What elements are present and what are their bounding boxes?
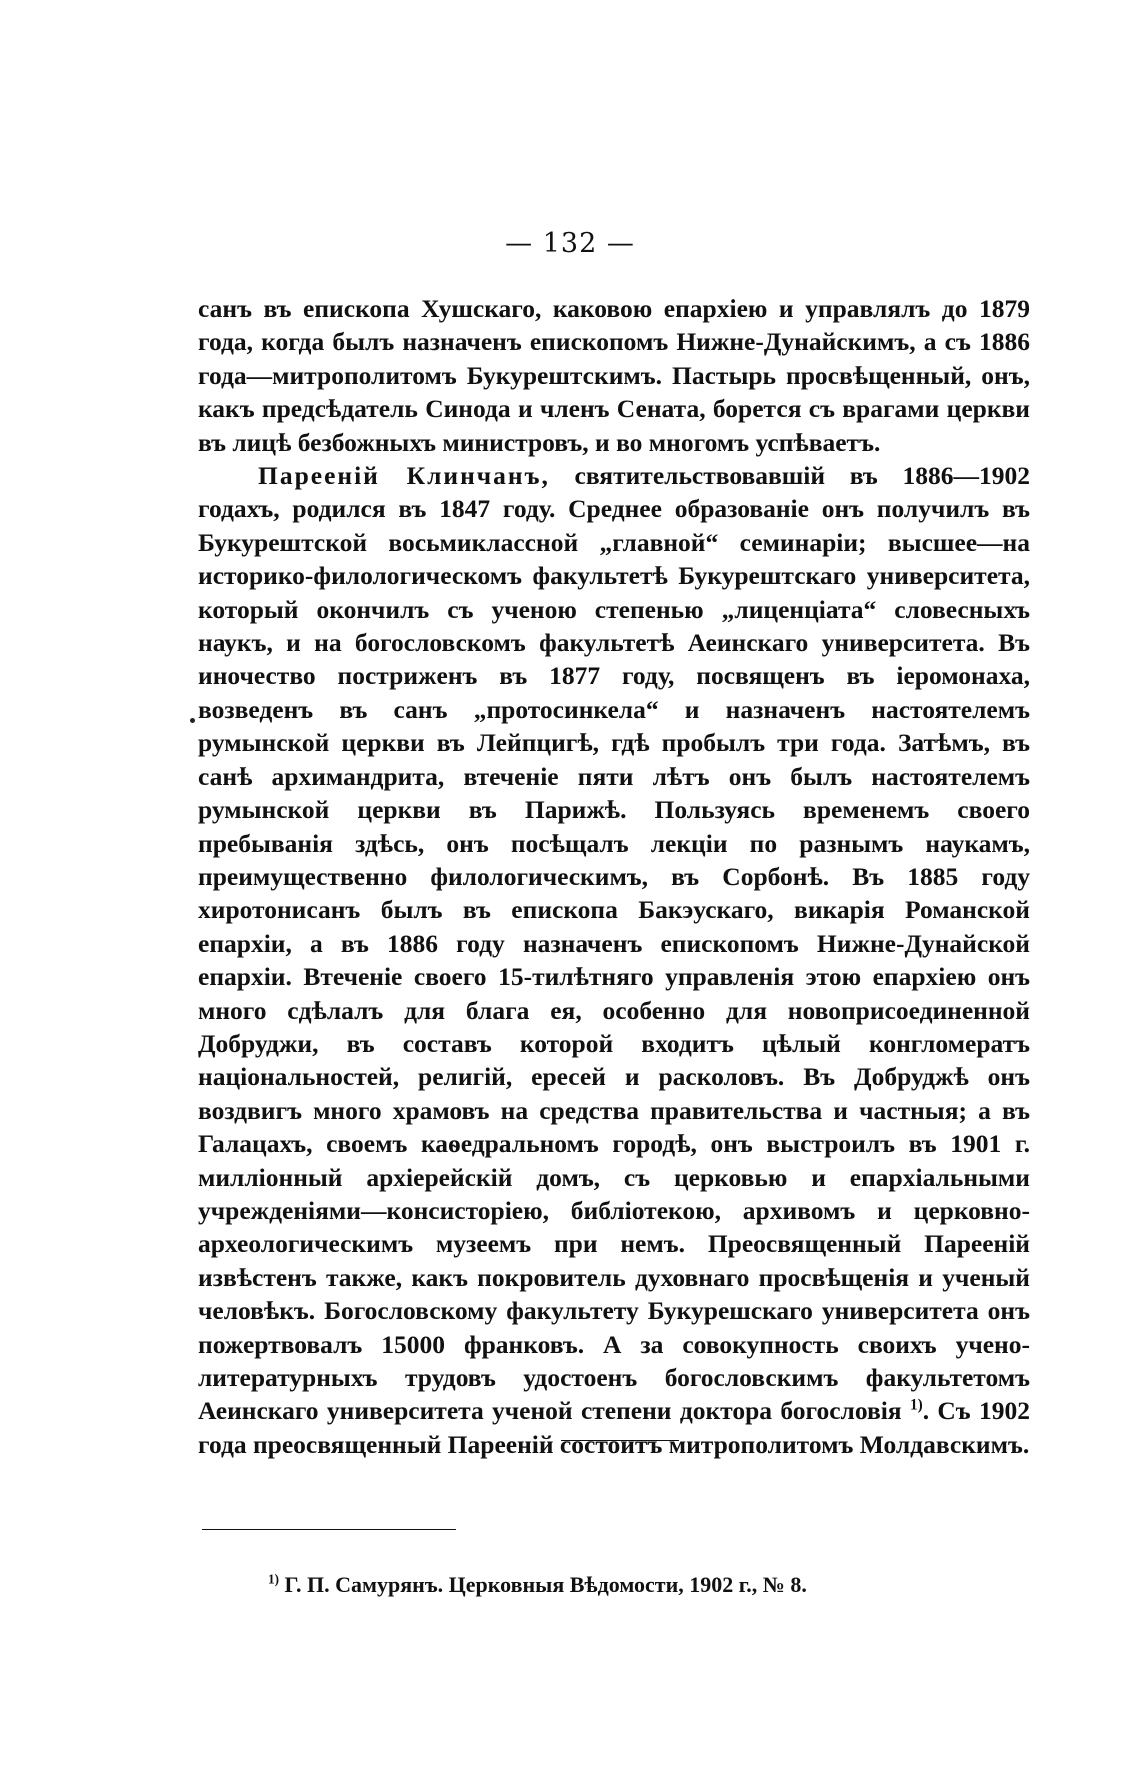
paragraph-1: санъ въ епископа Хушскаго, каковою епархіею и управлялъ до 1879 года, когда былъ назначенъ епископомъ Нижне-Дунайскимъ, а съ 1886 года—митрополитомъ Букурештскимъ. Пастырь просвѣщенный, онъ, какъ предсѣдатель Синода и членъ Сената, борется съ врагами церкви въ лицѣ безбожныхъ министровъ, и во многомъ успѣваетъ.: [198, 294, 1030, 457]
main-text: [198, 292, 1030, 1461]
section-end-rule: [561, 1440, 679, 1441]
paragraph-2-body: святительствовавшiй въ 1886—1902 годахъ, родился въ 1847 году. Среднее образованiе онъ получилъ въ Букурештской восьмиклассной „главной“ семинарiи; высшее—на историко-филологическомъ факультетѣ Букурештскаго университета, который окончилъ съ ученою степенью „лиценцiата“ словесныхъ наукъ, и на богословскомъ факультетѣ Аеинскаго университета. Въ иночество пострижeнъ въ 1877 году, посвященъ въ iеромонаха, возведенъ въ санъ „протосинкела“ и назначенъ настоятелемъ румынской церкви въ Лейпцигѣ, гдѣ пробылъ три года. Затѣмъ, въ санѣ архимандрита, втеченiе пяти лѣтъ онъ былъ настоятелемъ румынской церкви въ Парижѣ. Пользуясь временемъ своего пребыванiя здѣсь, онъ посѣщалъ лекцiи по разнымъ наукамъ, преимущественно филологическимъ, въ Сорбонѣ. Въ 1885 году хиротонисанъ былъ въ епископа Бакэускаго, викарiя Романской епархiи, а въ 1886 году назначенъ епископомъ Нижне-Дунайской епархiи. Втеченiе своего 15-тилѣтняго управленiя этою епархiею онъ много сдѣлалъ для блага ея, особенно для новоприсоединенной Добруджи, въ составъ которой входитъ цѣлый конгломератъ нацiональностей, религiй, ересей и расколовъ. Въ Добруджѣ онъ воздвигъ много храмовъ на средства правительства и частныя; а въ Галацахъ, своемъ каѳедральномъ городѣ, онъ выстроилъ въ 1901 г. миллiонный архiерейскiй домъ, съ церковью и епархiальными учрежденiями—консисторiею, библiотекою, архивомъ и церковно-археологическимъ музеемъ при немъ. Преосвященный Пареенiй извѣстенъ также, какъ покровитель духовнаго просвѣщенiя и ученый человѣкъ. Богословскому факультету Букурешскаго университета онъ пожертвовалъ 15000 франковъ. А за совокупность своихъ учено-литературныхъ трудовъ удостоенъ богословскимъ факультетомъ Аеинскаго университета ученой степени доктора богословiя: [198, 461, 1030, 1426]
footnote-text: Г. П. Самурянъ. Церковныя Вѣдомости, 1902 г., № 8.: [279, 1572, 807, 1597]
paragraph-2-end: . Съ 1902 года преосвященный Пареенiй состоитъ митрополитомъ Молдавскимъ.: [198, 1396, 1030, 1459]
footnote-separator: [202, 1529, 456, 1530]
paragraph-2: [198, 459, 1030, 1461]
page-number: — 132 —: [505, 228, 635, 259]
footnote-marker: 1): [268, 1571, 279, 1587]
margin-mark: [190, 718, 195, 723]
footnote: [268, 1570, 1028, 1600]
person-name: Пареенiй Клинчанъ,: [258, 461, 550, 491]
footnote-reference[interactable]: 1): [909, 1396, 923, 1414]
